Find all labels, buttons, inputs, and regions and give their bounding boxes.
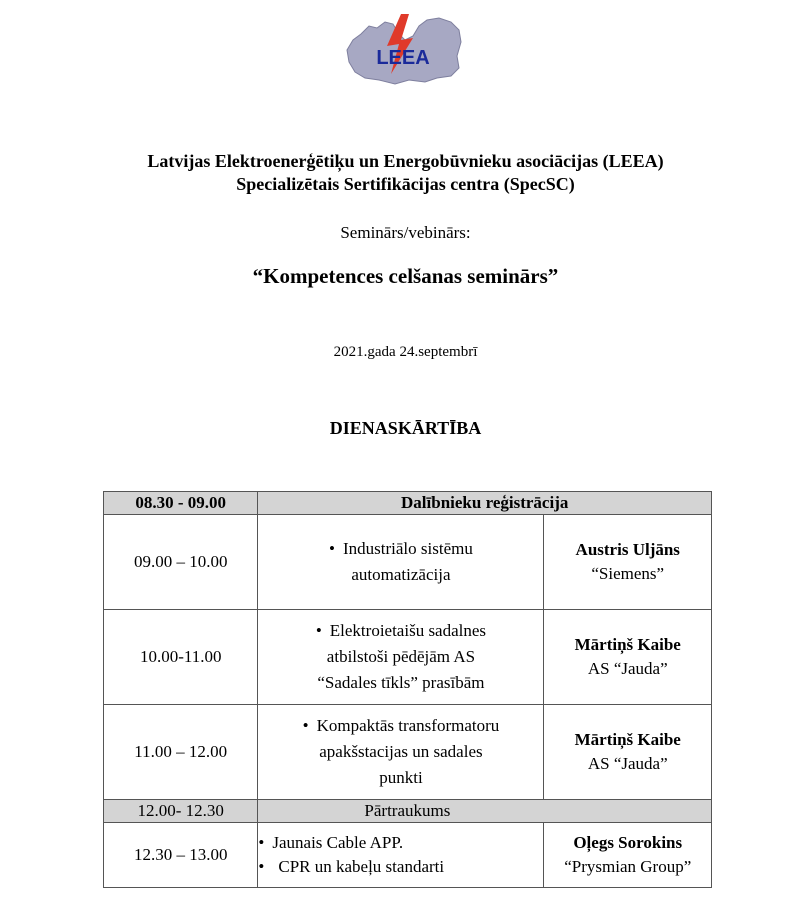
bullet-icon: • <box>258 857 265 876</box>
topic-line: Elektroietaišu sadalnes <box>329 621 487 640</box>
org-line-1: Latvijas Elektroenerģētiķu un Energobūvnieku asociācijas (LEEA) <box>147 151 664 171</box>
topic-line: “Sadales tīkls” prasībām <box>317 673 485 692</box>
topic-line: Kompaktās transformatoru <box>316 716 500 735</box>
session-row <box>104 705 712 800</box>
org-line-2: Specializētais Sertifikācijas centra (SpecSC) <box>236 174 575 194</box>
bullet-icon: • <box>258 833 265 852</box>
organization-name <box>0 150 811 196</box>
registration-row <box>104 492 712 515</box>
leea-logo <box>343 12 463 87</box>
bullet-icon: • <box>315 621 322 640</box>
topic-line: CPR un kabeļu standarti <box>278 857 445 876</box>
session-speaker <box>544 823 712 888</box>
session-row <box>104 610 712 705</box>
topic-line: Industriālo sistēmu <box>342 539 473 558</box>
latvia-map-logo <box>343 12 463 87</box>
registration-time: 08.30 - 09.00 <box>104 492 258 515</box>
session-speaker <box>544 610 712 705</box>
speaker-company: “Siemens” <box>591 564 665 583</box>
speaker-name: Mārtiņš Kaibe <box>574 635 681 654</box>
speaker-name: Oļegs Sorokins <box>573 833 683 852</box>
speaker-company: AS “Jauda” <box>587 659 668 678</box>
topic-line: atbilstoši pēdējām AS <box>326 647 476 666</box>
agenda-heading: DIENASKĀRTĪBA <box>329 418 482 438</box>
speaker-name: Mārtiņš Kaibe <box>574 730 681 749</box>
session-time: 12.30 – 13.00 <box>104 823 258 888</box>
break-time: 12.00- 12.30 <box>104 800 258 823</box>
break-label: Pārtraukums <box>258 800 712 823</box>
topic-line: automatizācija <box>351 565 451 584</box>
session-row <box>104 515 712 610</box>
session-speaker <box>544 705 712 800</box>
bullet-icon: • <box>329 539 335 558</box>
session-time: 11.00 – 12.00 <box>104 705 258 800</box>
session-topic <box>258 515 544 610</box>
topic-line: punkti <box>379 768 423 787</box>
bullet-icon: • <box>302 716 309 735</box>
session-topic <box>258 610 544 705</box>
seminar-label: Seminārs/vebinārs: <box>340 223 471 242</box>
session-time: 10.00-11.00 <box>104 610 258 705</box>
event-date: 2021.gada 24.septembrī <box>333 344 478 360</box>
logo-text: LEEA <box>376 47 430 69</box>
seminar-title: “Kompetences celšanas seminārs” <box>252 264 559 288</box>
agenda-table <box>103 491 712 888</box>
speaker-company: AS “Jauda” <box>587 754 668 773</box>
speaker-name: Austris Uljāns <box>575 540 680 559</box>
session-topic <box>258 705 544 800</box>
topic-line: Jaunais Cable APP. <box>272 833 404 852</box>
topic-line: apakšstacijas un sadales <box>319 742 483 761</box>
session-row <box>104 823 712 888</box>
break-row <box>104 800 712 823</box>
registration-label: Dalībnieku reģistrācija <box>258 492 712 515</box>
session-topic <box>258 823 544 888</box>
session-time: 09.00 – 10.00 <box>104 515 258 610</box>
session-speaker <box>544 515 712 610</box>
speaker-company: “Prysmian Group” <box>564 857 692 876</box>
